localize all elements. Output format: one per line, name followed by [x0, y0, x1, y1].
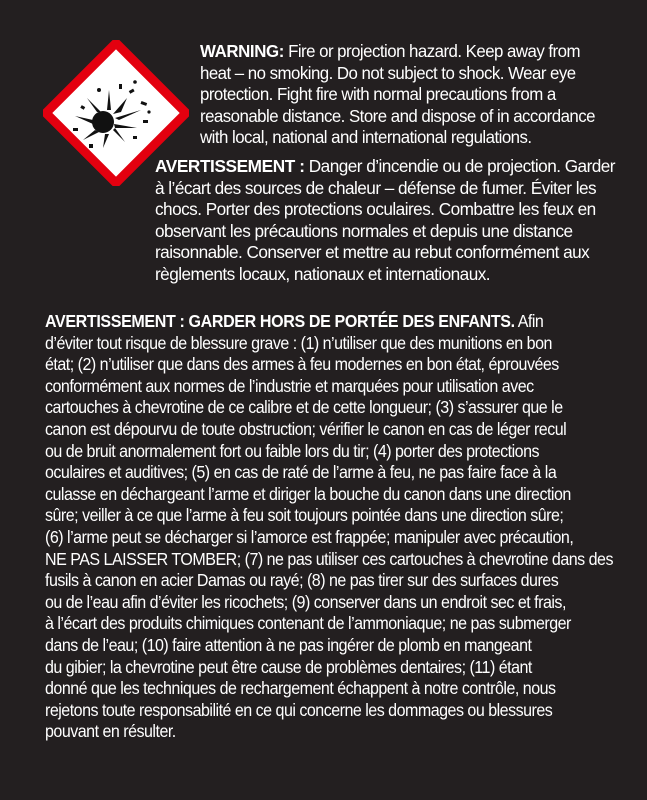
warning-children-line: fusils à canon en acier Damas ou rayé; (8) ne pas tirer sur des surfaces dures [45, 570, 559, 591]
warning-english-line-4: reasonable distance. Store and dispose of in accordance [200, 105, 595, 126]
warning-english-line-2: heat – no smoking. Do not subject to shock. Wear eye [200, 62, 576, 83]
warning-french-heading: AVERTISSEMENT : [155, 156, 305, 176]
warning-children-line: du gibier; la chevrotine peut être cause de problèmes dentaires; (11) étant [45, 656, 532, 677]
warning-children-line: cartouches à chevrotine de ce calibre et de cette longueur; (3) s’assurer que le [45, 397, 563, 418]
warning-french-line-2: à l’écart des sources de chaleur – défense de fumer. Éviter les [155, 177, 597, 198]
warning-french [155, 156, 615, 286]
warning-children-line: état; (2) n’utiliser que dans des armes à feu modernes en bon état, éprouvées [45, 354, 559, 375]
warning-french-line-5: raisonnable. Conserver et mettre au rebut conformément aux [155, 242, 590, 263]
warning-english [200, 41, 595, 149]
warning-english-line-5: with local, national and international regulations. [200, 127, 532, 148]
warning-french-line-4: observant les précautions normales et depuis une distance [155, 220, 573, 241]
warning-children-line: ou de bruit anormalement fort ou faible lors du tir; (4) porter des protections [45, 440, 540, 461]
warning-english-line-1: WARNING: Fire or projection hazard. Keep away from [200, 41, 580, 61]
warning-children-line: à l’écart des produits chimiques contenant de l’ammoniaque; ne pas submerger [45, 613, 571, 634]
warning-children-line: donné que les techniques de rechargement échappent à notre contrôle, nous [45, 678, 556, 699]
warning-children-line: pouvant en résulter. [45, 721, 176, 742]
warning-french-line-3: chocs. Porter des protections oculaires. Combattre les feux en [155, 199, 596, 220]
warning-children-line: ou de l’eau afin d’éviter les ricochets; (9) conserver dans un endroit sec et frais, [45, 591, 566, 612]
warning-children-line: conformément aux normes de l’industrie et marquées pour utilisation avec [45, 375, 534, 396]
warning-children-line: NE PAS LAISSER TOMBER; (7) ne pas utiliser ces cartouches à chevrotine dans des [45, 548, 613, 569]
warning-children-line: canon est dépourvu de toute obstruction; vérifier le canon en cas de léger recul [45, 418, 567, 439]
warning-children-paragraph [45, 311, 613, 743]
warning-english-line-3: protection. Fight fire with normal precautions from a [200, 84, 556, 105]
warning-english-heading: WARNING: [200, 41, 284, 61]
warning-children-line: sûre; veiller à ce que l’arme à feu soit toujours pointée dans une direction sûre; [45, 505, 564, 526]
warning-children-line-1: AVERTISSEMENT : GARDER HORS DE PORTÉE DES ENFANTS. Afin [45, 311, 544, 331]
warning-children-line: (6) l’arme peut se décharger si l’amorce est frappée; manipuler avec précaution, [45, 526, 574, 547]
warning-french-line-6: règlements locaux, nationaux et internationaux. [155, 263, 491, 284]
warning-children-line: oculaires et auditives; (5) en cas de raté de l’arme à feu, ne pas faire face à la [45, 462, 557, 483]
warning-children-heading: AVERTISSEMENT : GARDER HORS DE PORTÉE DES ENFANTS. [45, 311, 515, 331]
warning-children-line: culasse en déchargeant l’arme et diriger la bouche du canon dans une direction [45, 483, 571, 504]
warning-children-line: dans de l’eau; (10) faire attention à ne pas ingérer de plomb en mangeant [45, 634, 532, 655]
warning-children-line: rejetons toute responsabilité en ce qui concerne les dommages ou blessures [45, 699, 553, 720]
warning-children-line: d’éviter tout risque de blessure grave : (1) n’utiliser que des munitions en bon [45, 332, 552, 353]
warning-french-line-1: AVERTISSEMENT : Danger d’incendie ou de projection. Garder [155, 156, 615, 176]
